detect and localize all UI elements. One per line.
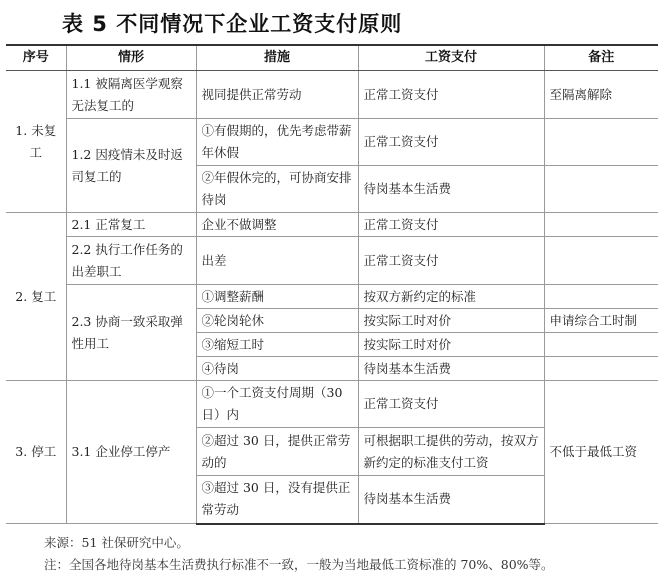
table-row <box>6 119 658 166</box>
wage-payment-table <box>6 44 658 525</box>
header-situation: 情形 <box>66 45 196 71</box>
pay-cell: 正常工资支付 <box>358 71 544 119</box>
situation-cell: 3.1 企业停工停产 <box>66 381 196 524</box>
footnote: 注：全国各地待岗基本生活费执行标准不一致，一般为当地最低工资标准的 70%、80%等。 <box>44 557 554 572</box>
header-remark: 备注 <box>544 45 658 71</box>
source-note: 来源：51 社保研究中心。 <box>44 535 189 550</box>
measure-cell: 出差 <box>196 237 358 285</box>
remark-cell: 至隔离解除 <box>544 71 658 119</box>
table-header-row <box>6 45 658 71</box>
measure-cell: ①调整薪酬 <box>196 285 358 309</box>
table-row <box>6 285 658 309</box>
pay-cell: 待岗基本生活费 <box>358 166 544 213</box>
measure-cell: ②轮岗轮休 <box>196 309 358 333</box>
pay-cell: 正常工资支付 <box>358 119 544 166</box>
header-measure: 措施 <box>196 45 358 71</box>
remark-cell: 申请综合工时制 <box>544 309 658 333</box>
table-row <box>6 381 658 428</box>
remark-cell: 不低于最低工资 <box>544 381 658 524</box>
remark-cell <box>544 285 658 309</box>
measure-cell: ④待岗 <box>196 357 358 381</box>
pay-cell: 可根据职工提供的劳动，按双方新约定的标准支付工资 <box>358 428 544 476</box>
table-title: 表 5 不同情况下企业工资支付原则 <box>62 12 403 36</box>
group-no-cell: 2. 复工 <box>6 213 66 381</box>
header-pay: 工资支付 <box>358 45 544 71</box>
situation-cell: 1.1 被隔离医学观察无法复工的 <box>66 71 196 119</box>
remark-cell <box>544 237 658 285</box>
pay-cell: 按双方新约定的标准 <box>358 285 544 309</box>
situation-cell: 1.2 因疫情未及时返司复工的 <box>66 119 196 213</box>
table-row <box>6 71 658 119</box>
measure-cell: ③超过 30 日，没有提供正常劳动 <box>196 476 358 524</box>
measure-cell: 视同提供正常劳动 <box>196 71 358 119</box>
measure-cell: ②超过 30 日，提供正常劳动的 <box>196 428 358 476</box>
measure-cell: ③缩短工时 <box>196 333 358 357</box>
measure-cell: ①有假期的，优先考虑带薪年休假 <box>196 119 358 166</box>
remark-cell <box>544 166 658 213</box>
measure-cell: 企业不做调整 <box>196 213 358 237</box>
remark-cell <box>544 333 658 357</box>
table-notes <box>44 532 554 576</box>
header-no: 序号 <box>6 45 66 71</box>
pay-cell: 正常工资支付 <box>358 237 544 285</box>
situation-cell: 2.1 正常复工 <box>66 213 196 237</box>
pay-cell: 正常工资支付 <box>358 381 544 428</box>
pay-cell: 待岗基本生活费 <box>358 357 544 381</box>
situation-cell: 2.2 执行工作任务的出差职工 <box>66 237 196 285</box>
group-no-cell: 1. 未复工 <box>6 71 66 213</box>
pay-cell: 正常工资支付 <box>358 213 544 237</box>
remark-cell <box>544 357 658 381</box>
measure-cell: ②年假休完的，可协商安排待岗 <box>196 166 358 213</box>
table-row <box>6 213 658 237</box>
remark-cell <box>544 213 658 237</box>
pay-cell: 按实际工时对价 <box>358 333 544 357</box>
table-row <box>6 237 658 285</box>
group-no-cell: 3. 停工 <box>6 381 66 524</box>
remark-cell <box>544 119 658 166</box>
measure-cell: ①一个工资支付周期（30日）内 <box>196 381 358 428</box>
pay-cell: 待岗基本生活费 <box>358 476 544 524</box>
situation-cell: 2.3 协商一致采取弹性用工 <box>66 285 196 381</box>
pay-cell: 按实际工时对价 <box>358 309 544 333</box>
